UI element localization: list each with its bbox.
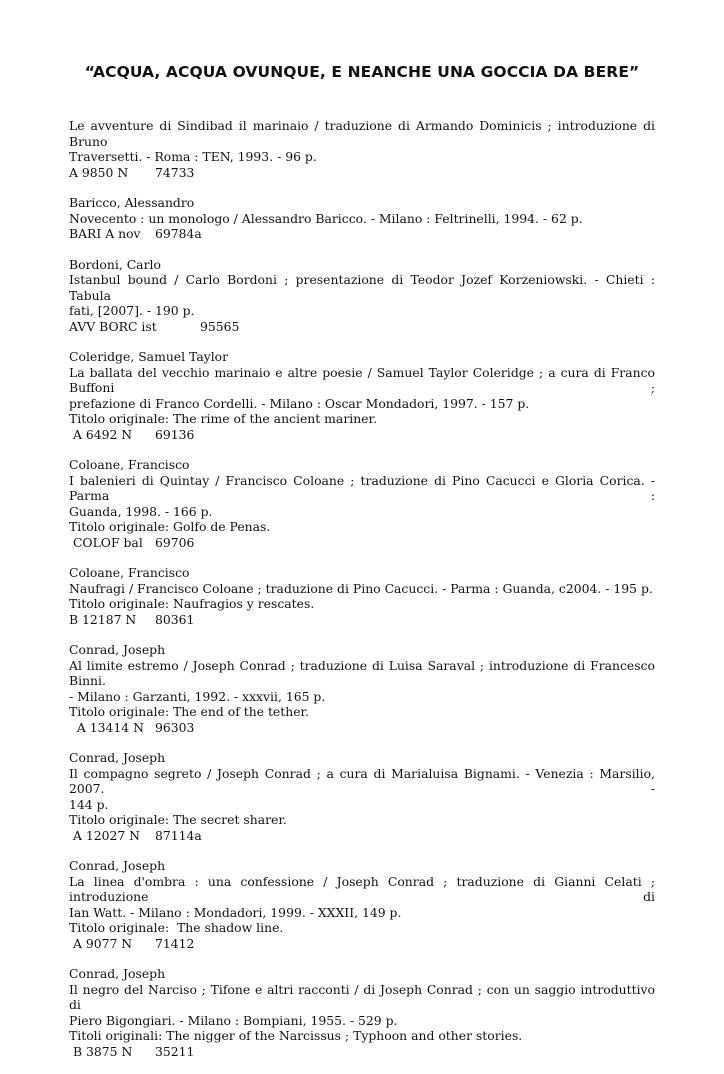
inventory-number: 95565 bbox=[200, 318, 240, 334]
shelf-mark: B 3875 N bbox=[69, 1043, 133, 1059]
entry-line: Ian Watt. - Milano : Mondadori, 1999. - XXXII, 149 p. bbox=[69, 904, 402, 920]
shelf-mark: BARI A nov bbox=[69, 226, 141, 241]
entry-line: Titolo originale: The rime of the ancient mariner. bbox=[69, 411, 378, 426]
entry-line: Titolo originale: The end of the tether. bbox=[69, 704, 310, 719]
call-number bbox=[69, 612, 655, 628]
bibliography-entry bbox=[69, 642, 655, 735]
entry-author: Conrad, Joseph bbox=[69, 966, 166, 981]
bibliography-entry bbox=[69, 195, 655, 242]
call-number bbox=[69, 936, 655, 952]
inventory-number: 69706 bbox=[155, 534, 195, 550]
entry-line: Titolo originale: Naufragios y rescates. bbox=[69, 596, 315, 611]
bibliography-entry bbox=[69, 118, 655, 180]
bibliography-entry bbox=[69, 565, 655, 627]
entry-line: Guanda, 1998. - 166 p. bbox=[69, 503, 213, 519]
call-number bbox=[69, 427, 655, 443]
entry-line: Novecento : un monologo / Alessandro Baricco. - Milano : Feltrinelli, 1994. - 62 p. bbox=[69, 210, 583, 226]
entry-line: Traversetti. - Roma : TEN, 1993. - 96 p. bbox=[69, 149, 317, 164]
bibliography-entry bbox=[69, 858, 655, 951]
entry-line: Titoli originali: The nigger of the Narcissus ; Typhoon and other stories. bbox=[69, 1028, 523, 1043]
entry-author: Baricco, Alessandro bbox=[69, 195, 195, 210]
inventory-number: 80361 bbox=[155, 611, 195, 627]
entry-line: - Milano : Garzanti, 1992. - xxxvii, 165 p. bbox=[69, 688, 326, 704]
entry-line: La ballata del vecchio marinaio e altre poesie / Samuel Taylor Coleridge ; a cura di Franco Buffoni ; bbox=[69, 364, 655, 395]
entry-author: Coloane, Francisco bbox=[69, 457, 190, 472]
shelf-mark: A 6492 N bbox=[69, 426, 133, 442]
entry-author: Coloane, Francisco bbox=[69, 565, 190, 580]
bibliography-list bbox=[69, 118, 655, 1074]
entry-author: Conrad, Joseph bbox=[69, 858, 166, 873]
call-number bbox=[69, 1044, 655, 1060]
inventory-number: 69784a bbox=[155, 226, 202, 241]
inventory-number: 74733 bbox=[155, 164, 195, 180]
bibliography-entry bbox=[69, 966, 655, 1059]
inventory-number: 69136 bbox=[155, 426, 195, 442]
inventory-number: 71412 bbox=[155, 935, 195, 951]
call-number bbox=[69, 165, 655, 181]
entry-line: Il compagno segreto / Joseph Conrad ; a cura di Marialuisa Bignami. - Venezia : Marsilio, 2007. - bbox=[69, 765, 655, 796]
bibliography-entry bbox=[69, 349, 655, 442]
entry-line: Istanbul bound / Carlo Bordoni ; presentazione di Teodor Jozef Korzeniowski. - Chieti : Tabula bbox=[69, 272, 655, 303]
entry-line: Il negro del Narciso ; Tifone e altri racconti / di Joseph Conrad ; con un saggio introduttivo di bbox=[69, 981, 655, 1012]
bibliography-entry bbox=[69, 457, 655, 550]
entry-line: Titolo originale: The shadow line. bbox=[69, 920, 284, 935]
shelf-mark: A 12027 N bbox=[69, 827, 141, 843]
bibliography-entry bbox=[69, 750, 655, 843]
document-title: “ACQUA, ACQUA OVUNQUE, E NEANCHE UNA GOCCIA DA BERE” bbox=[84, 63, 640, 81]
entry-line: prefazione di Franco Cordelli. - Milano : Oscar Mondadori, 1997. - 157 p. bbox=[69, 395, 530, 411]
entry-author: Coleridge, Samuel Taylor bbox=[69, 349, 229, 364]
call-number bbox=[69, 319, 655, 335]
shelf-mark: A 9850 N bbox=[69, 164, 129, 180]
inventory-number: 87114a bbox=[155, 827, 202, 843]
entry-author: Conrad, Joseph bbox=[69, 750, 166, 765]
entry-line: La linea d'ombra : una confessione / Joseph Conrad ; traduzione di Gianni Celati ; introduzione di bbox=[69, 873, 655, 904]
entry-line: Naufragi / Francisco Coloane ; traduzione di Pino Cacucci. - Parma : Guanda, c2004. - 195 p. bbox=[69, 580, 653, 596]
shelf-mark: COLOF bal bbox=[69, 534, 143, 550]
bibliography-entry bbox=[69, 257, 655, 335]
call-number bbox=[69, 535, 655, 551]
call-number bbox=[69, 828, 655, 844]
call-number bbox=[69, 720, 655, 736]
inventory-number: 35211 bbox=[155, 1043, 195, 1059]
entry-line: Titolo originale: Golfo de Penas. bbox=[69, 519, 271, 534]
entry-author: Conrad, Joseph bbox=[69, 642, 166, 657]
entry-line: Titolo originale: The secret sharer. bbox=[69, 812, 287, 827]
entry-line: 144 p. bbox=[69, 796, 109, 812]
inventory-number: 96303 bbox=[155, 719, 195, 735]
call-number bbox=[69, 226, 655, 242]
shelf-mark: B 12187 N bbox=[69, 611, 137, 627]
entry-author: Bordoni, Carlo bbox=[69, 256, 161, 272]
entry-line: Al limite estremo / Joseph Conrad ; traduzione di Luisa Saraval ; introduzione di Francesco Binni. bbox=[69, 657, 655, 688]
entry-line: I balenieri di Quintay / Francisco Coloane ; traduzione di Pino Cacucci e Gloria Corica. - Parma : bbox=[69, 472, 655, 503]
entry-line: Piero Bigongiari. - Milano : Bompiani, 1955. - 529 p. bbox=[69, 1012, 398, 1028]
shelf-mark: A 13414 N bbox=[69, 719, 144, 735]
shelf-mark: A 9077 N bbox=[69, 935, 133, 951]
entry-line: fati, [2007]. - 190 p. bbox=[69, 303, 195, 318]
shelf-mark: AVV BORC ist bbox=[69, 318, 157, 334]
entry-line: Le avventure di Sindibad il marinaio / traduzione di Armando Dominicis ; introduzione di Bruno bbox=[69, 118, 655, 149]
